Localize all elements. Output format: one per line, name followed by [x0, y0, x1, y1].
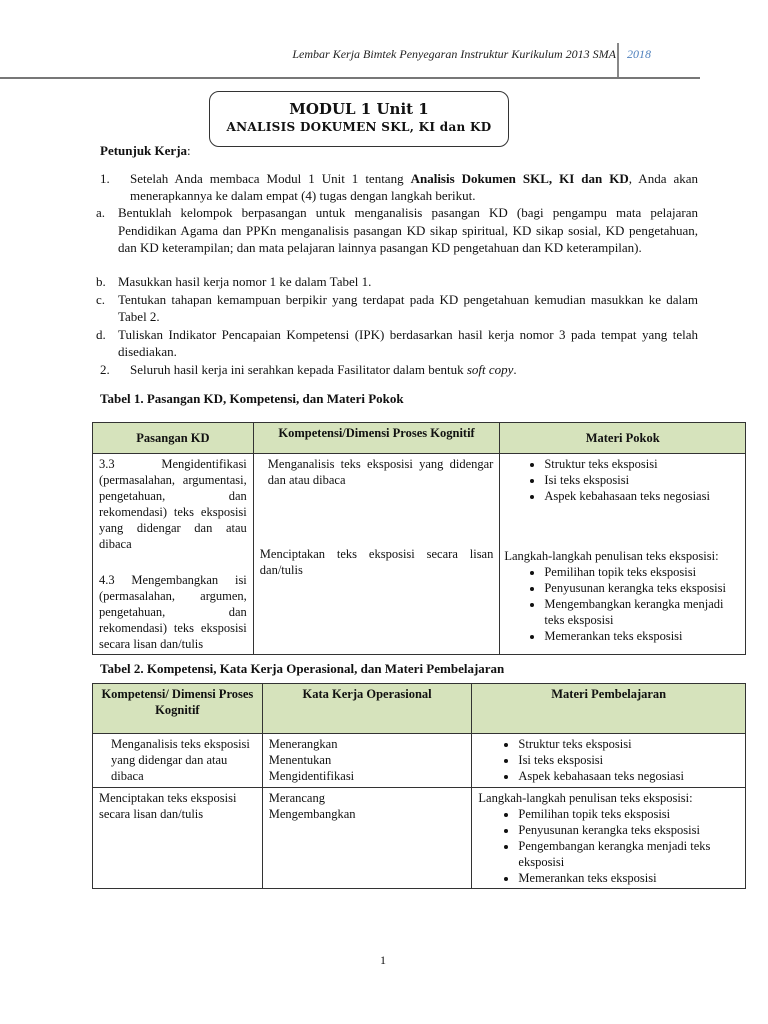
header-separator: [617, 43, 619, 77]
header-title: Lembar Kerja Bimtek Penyegaran Instruktur Kurikulum 2013 SMA: [292, 47, 616, 61]
kko-cell: [262, 788, 472, 889]
header-rule: [0, 77, 700, 79]
materi-list-2: [478, 806, 739, 886]
kko-item: Menentukan: [268, 753, 332, 767]
module-title-box: [209, 91, 509, 147]
item-1-text: Setelah Anda membaca Modul 1 Unit 1 tentang: [130, 171, 411, 186]
list-item: • Pemilihan topik teks eksposisi: [544, 564, 745, 580]
table-row: [93, 454, 746, 655]
table-1: [92, 422, 746, 655]
page-header: [0, 0, 768, 80]
list-item: • Aspek kebahasaan teks negosiasi: [518, 768, 739, 784]
col-header: Pasangan KD: [93, 423, 254, 454]
kompetensi-cell: [253, 454, 500, 655]
kko-item: Menerangkan: [268, 737, 338, 751]
sub-d-label: d.: [96, 327, 106, 342]
kompetensi-1: Menganalisis teks eksposisi yang didengar dan atau dibaca: [267, 457, 494, 487]
table1-caption: Tabel 1. Pasangan KD, Kompetensi, dan Materi Pokok: [100, 391, 404, 406]
item-1-text-end: , Anda akan menerapkannya ke dalam empat (4) tugas dengan langkah berikut.: [130, 171, 699, 203]
kko-item: Merancang: [268, 791, 325, 805]
list-item: • Memerankan teks eksposisi: [544, 628, 745, 644]
list-item: • Aspek kebahasaan teks negosiasi: [544, 488, 745, 504]
materi-list-2: [504, 564, 745, 644]
table1-header-row: [93, 423, 746, 454]
item-2-text: Seluruh hasil kerja ini serahkan kepada Fasilitator dalam bentuk: [130, 362, 467, 377]
list-item: • Isi teks eksposisi: [544, 472, 745, 488]
list-item: • Struktur teks eksposisi: [518, 736, 739, 752]
item-2-end: .: [513, 362, 517, 377]
sub-item-c: Tentukan tahapan kemampuan berpikir yang terdapat pada KD pengetahuan kemudian masukkan ke dalam Tabel 2.: [118, 292, 698, 324]
sub-item-a: Bentuklah kelompok berpasangan untuk menganalisis pasangan KD (bagi pengampu mata pelajaran Pendidikan Agama dan PPKn menganalisis pasangan KD sikap spiritual, KD sikap sosial, KD pengetahuan, dan KD keterampilan; dan mata pelajaran lainnya pasangan KD pengetahuan dan KD keterampilan).: [118, 205, 698, 255]
list-item: • Pemilihan topik teks eksposisi: [518, 806, 739, 822]
instructions-heading: Petunjuk Kerja:: [100, 143, 191, 158]
table-2: [92, 683, 746, 889]
col-header: Materi Pokok: [500, 423, 746, 454]
list-item: • Penyusunan kerangka teks eksposisi: [518, 822, 739, 838]
list-item: • Memerankan teks eksposisi: [518, 870, 739, 886]
materi-cell: [500, 454, 746, 655]
materi-cell: [472, 734, 746, 788]
kd-2: 4.3 Mengembangkan isi (permasalahan, argumen, pengetahuan, dan rekomendasi) teks eksposisi secara lisan dan/tulis: [99, 573, 247, 651]
col-header: Materi Pembelajaran: [472, 684, 746, 734]
materi-intro: Langkah-langkah penulisan teks eksposisi:: [478, 791, 693, 805]
sub-c-label: c.: [96, 292, 106, 307]
kompetensi-2: Menciptakan teks eksposisi secara lisan dan/tulis: [259, 547, 494, 577]
list-item: • Isi teks eksposisi: [518, 752, 739, 768]
table2-caption: Tabel 2. Kompetensi, Kata Kerja Operasional, dan Materi Pembelajaran: [100, 661, 505, 676]
item-number-2: 2.: [100, 362, 110, 377]
materi-cell: [472, 788, 746, 889]
kko-item: Mengembangkan: [268, 807, 356, 821]
item-2-italic: soft copy: [466, 362, 514, 377]
header-year: 2018: [627, 47, 651, 61]
kompetensi-cell: Menciptakan teks eksposisi secara lisan dan/tulis: [93, 788, 263, 889]
sub-b-label: b.: [96, 274, 106, 289]
table-row: [93, 788, 746, 889]
kko-cell: [262, 734, 472, 788]
item-1-bold: Analisis Dokumen SKL, KI dan KD: [410, 171, 629, 186]
materi-list-1: [504, 456, 745, 548]
kd-cell: [93, 454, 254, 655]
item-number-1: 1.: [100, 171, 110, 186]
list-item: • Mengembangkan kerangka menjadi teks eksposisi: [544, 596, 745, 628]
module-title: MODUL 1 Unit 1: [289, 100, 429, 118]
page-number: 1: [380, 953, 386, 967]
instructions-heading-text: Petunjuk Kerja: [100, 143, 188, 158]
kko-item: Mengidentifikasi: [268, 769, 355, 783]
item-1: [130, 170, 698, 204]
sub-item-d: Tuliskan Indikator Pencapaian Kompetensi (IPK) berdasarkan hasil kerja nomor 3 pada tempat yang telah disediakan.: [118, 327, 698, 359]
list-item: • Penyusunan kerangka teks eksposisi: [544, 580, 745, 596]
table-row: [93, 734, 746, 788]
materi-intro: Langkah-langkah penulisan teks eksposisi:: [504, 549, 719, 563]
sub-item-b: Masukkan hasil kerja nomor 1 ke dalam Tabel 1.: [118, 274, 372, 289]
col-header: Kompetensi/ Dimensi Proses Kognitif: [93, 684, 263, 734]
list-item: • Pengembangan kerangka menjadi teks eksposisi: [518, 838, 739, 870]
kompetensi-cell: Menganalisis teks eksposisi yang didengar dan atau dibaca: [93, 734, 263, 788]
sub-a-label: a.: [96, 205, 106, 220]
col-header: Kata Kerja Operasional: [262, 684, 472, 734]
list-item: • Struktur teks eksposisi: [544, 456, 745, 472]
kd-1: 3.3 Mengidentifikasi (permasalahan, argumentasi, pengetahuan, dan rekomendasi) teks eksposisi yang didengar dan atau dibaca: [99, 457, 247, 551]
table2-header-row: [93, 684, 746, 734]
materi-list-1: [478, 736, 739, 784]
item-2: [130, 361, 698, 378]
col-header: Kompetensi/Dimensi Proses Kognitif: [253, 423, 500, 454]
module-subtitle: ANALISIS DOKUMEN SKL, KI dan KD: [226, 120, 492, 134]
